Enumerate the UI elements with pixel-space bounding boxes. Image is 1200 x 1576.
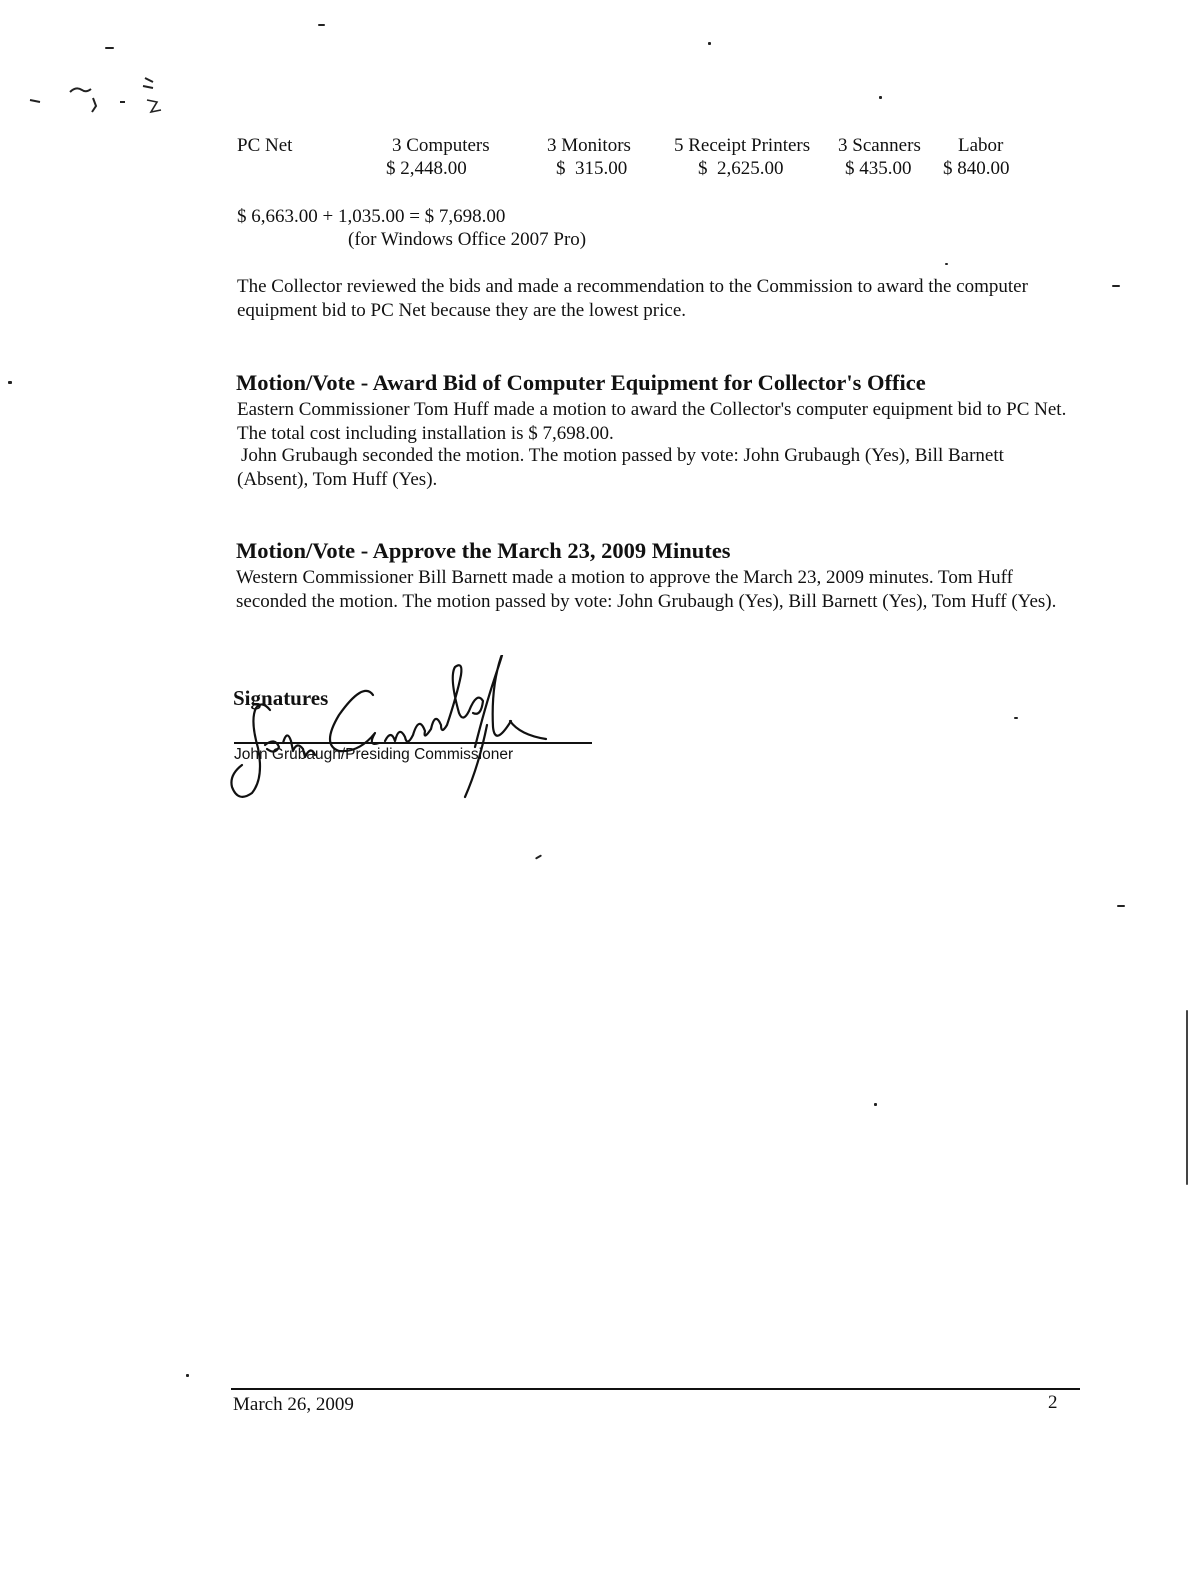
- bid-item-label: 3 Scanners: [838, 135, 921, 156]
- handwritten-signature: [225, 655, 565, 800]
- scan-speck: [318, 24, 325, 26]
- scan-speck: [879, 96, 882, 99]
- motion-body: Eastern Commissioner Tom Huff made a motion to award the Collector's computer equipment bid to PC Net. The total cost including installation is $ 7,698.00.: [237, 399, 1067, 444]
- bid-item-price: $ 2,625.00: [698, 158, 784, 179]
- motion-heading: Motion/Vote - Award Bid of Computer Equipment for Collector's Office: [236, 370, 926, 395]
- bid-item-price: $ 2,448.00: [386, 158, 467, 179]
- vendor-name: PC Net: [237, 135, 293, 156]
- motion-body: Western Commissioner Bill Barnett made a motion to approve the March 23, 2009 minutes. Tom Huff seconded the motion. The motion passed by vote: John Grubaugh (Yes), Bill Barnett (Yes), Tom Huff (Yes).: [236, 567, 1057, 612]
- footer-rule: [231, 1388, 1080, 1390]
- scan-speck: [1112, 285, 1120, 287]
- recommendation-paragraph: The Collector reviewed the bids and made a recommendation to the Commission to award the computer equipment bid to PC Net because they are the lowest price.: [237, 276, 1028, 321]
- bid-item-label: 3 Computers: [392, 135, 490, 156]
- scan-edge-mark: [1186, 1010, 1188, 1185]
- scan-speck: [105, 47, 114, 49]
- bid-item-price: $ 840.00: [943, 158, 1010, 179]
- total-note: (for Windows Office 2007 Pro): [348, 229, 587, 250]
- scan-speck: [535, 854, 542, 859]
- scan-noise-cluster: [25, 70, 175, 130]
- motion-heading: Motion/Vote - Approve the March 23, 2009 Minutes: [236, 538, 731, 563]
- bid-item-label: 5 Receipt Printers: [674, 135, 811, 156]
- footer-date: March 26, 2009: [233, 1394, 354, 1415]
- total-equation: $ 6,663.00 + 1,035.00 = $ 7,698.00: [237, 206, 506, 227]
- bid-item-price: $ 315.00: [556, 158, 628, 179]
- scan-speck: [186, 1374, 189, 1377]
- bid-item-label: Labor: [958, 135, 1004, 156]
- scan-speck: [1014, 717, 1018, 719]
- motion-body-second: John Grubaugh seconded the motion. The motion passed by vote: John Grubaugh (Yes), Bill Barnett (Absent), Tom Huff (Yes).: [237, 445, 1004, 490]
- scan-speck: [708, 42, 711, 45]
- scan-speck: [874, 1103, 877, 1106]
- signatures-label: Signatures: [233, 686, 329, 710]
- bid-item-price: $ 435.00: [845, 158, 912, 179]
- signer-caption: John Grubaugh/Presiding Commissioner: [234, 746, 514, 763]
- bid-item-label: 3 Monitors: [547, 135, 631, 156]
- scan-speck: [945, 263, 948, 265]
- scan-speck: [8, 381, 12, 384]
- scan-speck: [1117, 905, 1125, 907]
- page-number: 2: [1048, 1392, 1058, 1413]
